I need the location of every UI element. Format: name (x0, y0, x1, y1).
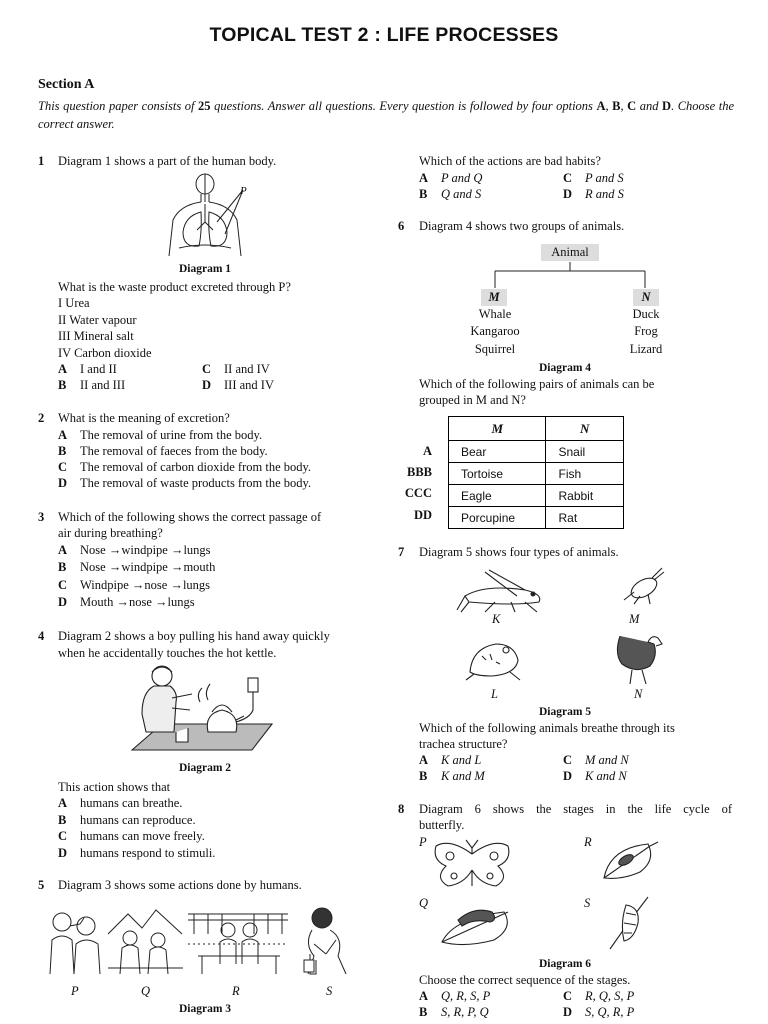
question-1-item: II Water vapour (58, 313, 137, 327)
question-3-number: 3 (38, 510, 45, 524)
question-3-text-continued: air during breathing? (58, 526, 163, 540)
animal-pairs-table (448, 416, 624, 529)
question-1-prompt: What is the waste product excreted through P? (58, 280, 291, 294)
question-3-option-d[interactable]: D Mouth →nose →lungs (58, 595, 195, 609)
question-4-option-b[interactable]: B humans can reproduce. (58, 813, 196, 827)
table-row[interactable] (449, 507, 624, 529)
question-5-option-c[interactable]: C P and S (563, 171, 624, 185)
question-2-text: What is the meaning of excretion? (58, 411, 230, 425)
diagram-5-label-n: N (634, 687, 643, 701)
table-cell-m: Porcupine (449, 507, 546, 529)
question-8-text-continued: butterfly. (419, 818, 465, 832)
question-7-option-b[interactable]: B K and M (419, 769, 485, 783)
table-cell-m: Eagle (449, 485, 546, 507)
question-5-option-b[interactable]: B Q and S (419, 187, 482, 201)
question-1-option-a[interactable]: A I and II (58, 362, 117, 376)
question-5-prompt: Which of the actions are bad habits? (419, 154, 601, 168)
question-6-prompt: Which of the following pairs of animals can be (419, 377, 655, 391)
question-8-option-a[interactable]: A Q, R, S, P (419, 989, 491, 1003)
group-m-item: Kangaroo (470, 324, 520, 338)
diagram-6-label-r: R (584, 835, 592, 849)
table-header-m: M (449, 417, 546, 441)
question-2-option-c[interactable]: C The removal of carbon dioxide from the body. (58, 460, 312, 474)
diagram-2-caption: Diagram 2 (178, 762, 232, 774)
question-3-option-b[interactable]: B Nose →windpipe →mouth (58, 560, 216, 574)
group-n-label: N (633, 289, 659, 306)
group-m-item: Whale (478, 307, 512, 321)
question-8-option-b[interactable]: B S, R, P, Q (419, 1005, 489, 1019)
question-1-item: I Urea (58, 296, 90, 310)
question-7-text: Diagram 5 shows four types of animals. (419, 545, 619, 559)
question-4-option-c[interactable]: C humans can move freely. (58, 829, 205, 843)
question-2-number: 2 (38, 411, 45, 425)
boy-kettle-illustration (112, 662, 274, 754)
table-row-label-a[interactable]: A (422, 444, 432, 458)
question-1-item: IV Carbon dioxide (58, 346, 152, 360)
diagram-6-caption: Diagram 6 (538, 958, 592, 970)
question-4-text-continued: when he accidentally touches the hot kettle. (58, 646, 277, 660)
question-7-option-a[interactable]: A K and L (419, 753, 482, 767)
question-4-option-d[interactable]: D humans respond to stimuli. (58, 846, 216, 860)
question-4-number: 4 (38, 629, 45, 643)
question-2-option-a[interactable]: A The removal of urine from the body. (58, 428, 263, 442)
question-5-option-d[interactable]: D R and S (563, 187, 624, 201)
question-5-number: 5 (38, 878, 45, 892)
question-7-prompt: Which of the following animals breathe through its (419, 721, 675, 735)
diagram-5-label-k: K (492, 612, 501, 626)
cockroach-illustration (620, 566, 665, 606)
question-7-prompt-continued: trachea structure? (419, 737, 508, 751)
table-cell-n: Fish (546, 463, 624, 485)
question-7-option-d[interactable]: D K and N (563, 769, 627, 783)
question-2-option-b[interactable]: B The removal of faeces from the body. (58, 444, 268, 458)
diagram-5-caption: Diagram 5 (538, 706, 592, 718)
diagram-6-label-s: S (584, 896, 591, 910)
question-5-option-a[interactable]: A P and Q (419, 171, 483, 185)
group-n-item: Frog (634, 324, 658, 338)
hiking-boys-illustration (108, 904, 183, 976)
smoking-men-illustration (44, 904, 104, 976)
table-header-n: N (546, 417, 624, 441)
diagram-3-label-s: S (326, 984, 333, 998)
question-1-option-b[interactable]: B II and III (58, 378, 126, 392)
question-8-prompt: Choose the correct sequence of the stages. (419, 973, 631, 987)
diagram-3-label-p: P (71, 984, 79, 998)
question-1-option-c[interactable]: C II and IV (202, 362, 270, 376)
group-m-label: M (481, 289, 507, 306)
instructions: This question paper consists of 25 questions. Answer all questions. Every question is followed by four options A, B, C and D. Choose the correct answer. (38, 99, 735, 131)
question-6-prompt-continued: grouped in M and N? (419, 393, 526, 407)
table-row-label-c[interactable]: CCC (404, 486, 432, 500)
section-heading: Section A (38, 77, 95, 92)
question-4-text: Diagram 2 shows a boy pulling his hand away quickly (58, 629, 330, 643)
question-7-option-c[interactable]: C M and N (563, 753, 629, 767)
table-cell-n: Snail (546, 441, 624, 463)
classification-tree-lines (490, 262, 660, 288)
caterpillar-on-leaf-illustration (434, 898, 519, 948)
table-cell-m: Tortoise (449, 463, 546, 485)
question-2-option-d[interactable]: D The removal of waste products from the body. (58, 476, 312, 490)
question-7-number: 7 (398, 545, 405, 559)
diagram-6-label-p: P (419, 835, 427, 849)
boy-washing-hands-illustration (296, 904, 364, 976)
table-cell-n: Rat (546, 507, 624, 529)
table-header-row (449, 417, 624, 441)
table-row[interactable] (449, 463, 624, 485)
question-8-number: 8 (398, 802, 405, 816)
question-8-option-d[interactable]: D S, Q, R, P (563, 1005, 635, 1019)
table-cell-m: Bear (449, 441, 546, 463)
pupa-illustration (604, 893, 654, 951)
table-row-label-d[interactable]: DD (413, 508, 432, 522)
question-5-text: Diagram 3 shows some actions done by humans. (58, 878, 302, 892)
question-6-text: Diagram 4 shows two groups of animals. (419, 219, 625, 233)
tree-root-animal: Animal (541, 244, 599, 261)
diagram-1-caption: Diagram 1 (178, 263, 232, 275)
diagram-5-label-m: M (629, 612, 640, 626)
boys-on-bench-illustration (188, 904, 288, 976)
butterfly-illustration (430, 838, 515, 893)
question-4-option-a[interactable]: A humans can breathe. (58, 796, 183, 810)
table-cell-n: Rabbit (546, 485, 624, 507)
question-1-option-d[interactable]: D III and IV (202, 378, 274, 392)
diagram-5-label-l: L (491, 687, 498, 701)
question-3-text: Which of the following shows the correct passage of (58, 510, 322, 524)
question-1-text: Diagram 1 shows a part of the human body. (58, 154, 277, 168)
diagram-1-label-p: P (240, 185, 247, 197)
question-3-option-a[interactable]: A Nose →windpipe →lungs (58, 543, 211, 557)
diagram-6-label-q: Q (419, 896, 429, 910)
page-title: TOPICAL TEST 2 : LIFE PROCESSES (209, 24, 559, 46)
question-3-option-c[interactable]: C Windpipe →nose →lungs (58, 578, 211, 592)
rooster-illustration (612, 630, 667, 686)
grasshopper-illustration (455, 566, 550, 614)
diagram-3-label-r: R (232, 984, 240, 998)
diagram-3-caption: Diagram 3 (178, 1003, 232, 1015)
eggs-on-leaf-illustration (600, 840, 662, 882)
diagram-3-label-q: Q (141, 984, 151, 998)
group-n-item: Duck (632, 307, 660, 321)
group-m-item: Squirrel (474, 342, 516, 356)
question-8-option-c[interactable]: C R, Q, S, P (563, 989, 635, 1003)
table-row[interactable] (449, 441, 624, 463)
table-row[interactable] (449, 485, 624, 507)
table-row-label-b[interactable]: BBB (406, 465, 432, 479)
question-6-number: 6 (398, 219, 405, 233)
frog-illustration (462, 634, 524, 682)
question-1-number: 1 (38, 154, 45, 168)
question-8-text: Diagram 6 shows the stages in the life cycle of (419, 802, 732, 816)
question-4-prompt: This action shows that (58, 780, 171, 794)
group-n-item: Lizard (629, 342, 663, 356)
diagram-4-caption: Diagram 4 (538, 362, 592, 374)
question-1-item: III Mineral salt (58, 329, 134, 343)
